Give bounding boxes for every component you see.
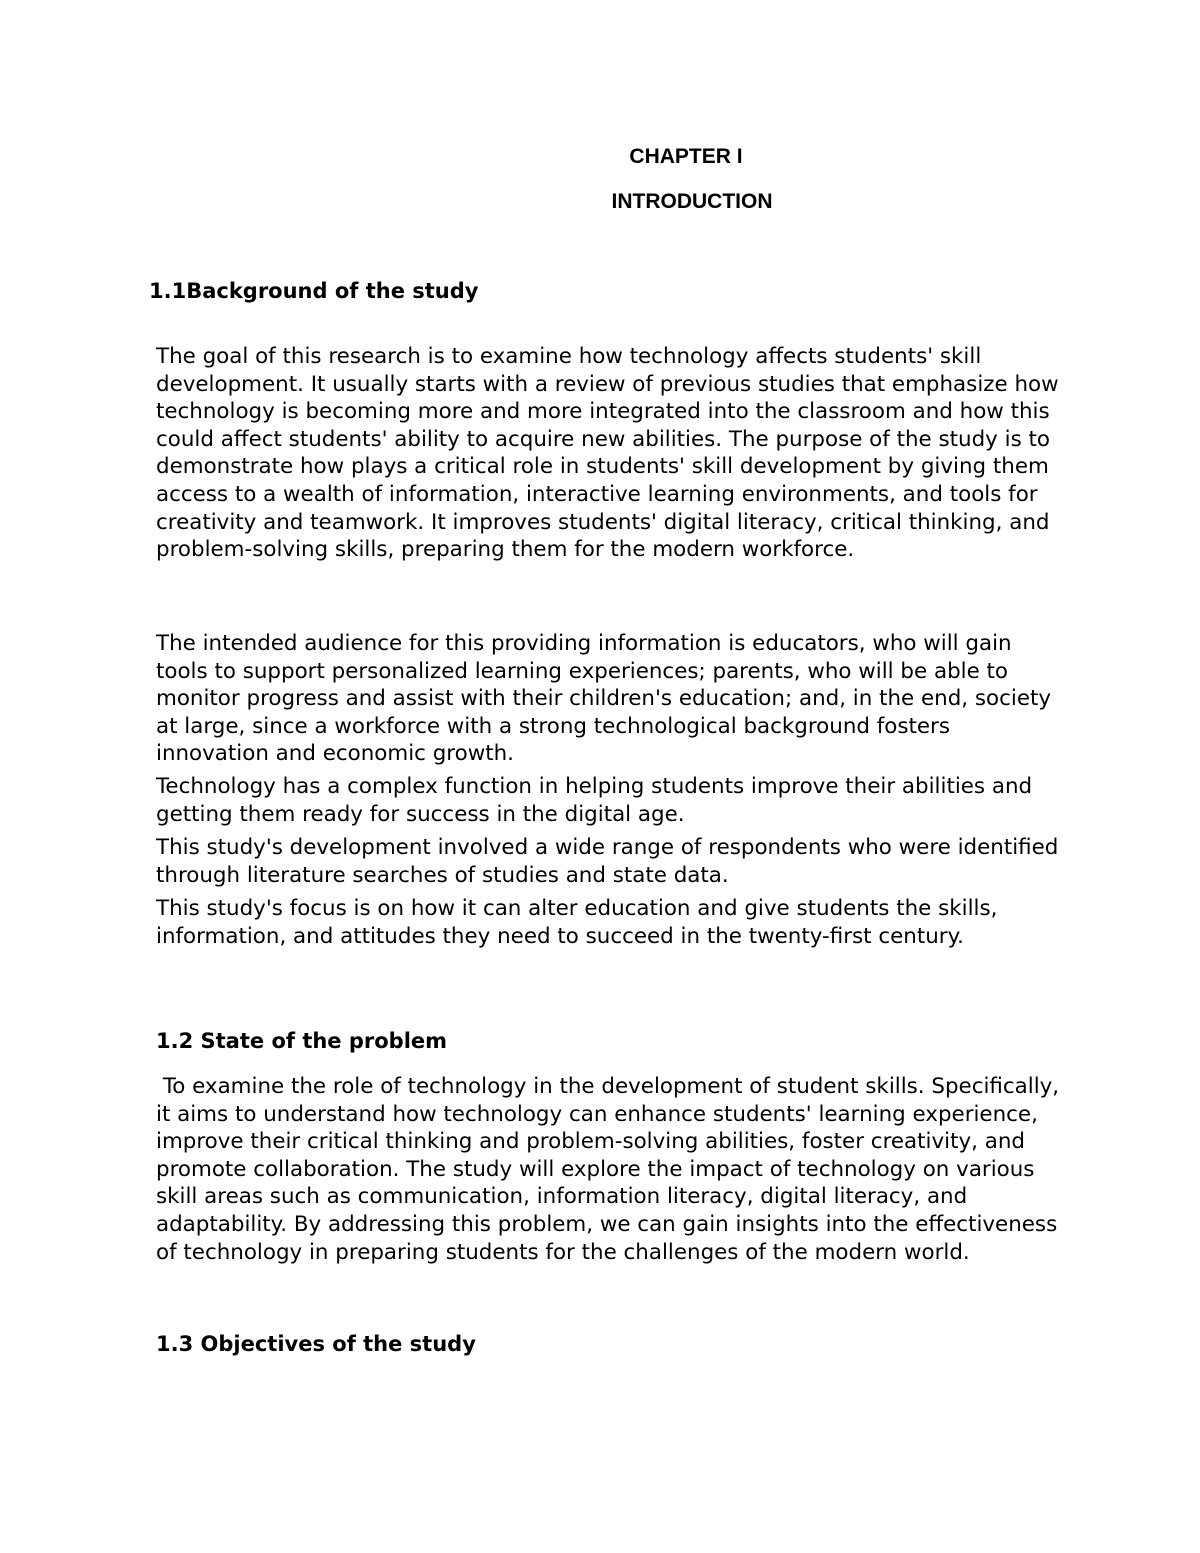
paragraph-problem: To examine the role of technology in the development of student skills. Specifically, it aims to understand how technology can enhance students' learning experience, improve their critical thinking and problem-solving abilities, foster creativity, and promote collaboration. The study will explore the impact of technology on various skill areas such as communication, information literacy, digital literacy, and adaptability. By addressing this problem, we can gain insights into the effectiveness of technology in preparing students for the challenges of the modern world.	[156, 1074, 1066, 1265]
paragraph-audience: The intended audience for this providing information is educators, who will gain tools to support personalized learning experiences; parents, who will be able to monitor progress and assist with their children's education; and, in the end, society at large, since a workforce with a strong technological background fosters innovation and economic growth.	[156, 631, 1052, 767]
section-heading-objectives: 1.3 Objectives of the study	[156, 1332, 476, 1356]
chapter-title: CHAPTER I	[629, 145, 743, 168]
paragraph-focus: This study's focus is on how it can alter education and give students the skills, information, and attitudes they need to succeed in the twenty-first century.	[156, 896, 998, 949]
introduction-title: INTRODUCTION	[611, 190, 773, 213]
paragraph-technology-function: Technology has a complex function in helping students improve their abilities and getting them ready for success in the digital age.	[156, 774, 1033, 827]
paragraph-respondents: This study's development involved a wide range of respondents who were identified through literature searches of studies and state data.	[156, 835, 1059, 888]
paragraph-goal: The goal of this research is to examine how technology affects students' skill development. It usually starts with a review of previous studies that emphasize how technology is becoming more and more integrated into the classroom and how this could affect students' ability to acquire new abilities. The purpose of the study is to demonstrate how plays a critical role in students' skill development by giving them access to a wealth of information, interactive learning environments, and tools for creativity and teamwork. It improves students' digital literacy, critical thinking, and problem-solving skills, preparing them for the modern workforce.	[156, 344, 1059, 563]
section-heading-background: 1.1Background of the study	[149, 279, 479, 303]
section-heading-problem: 1.2 State of the problem	[156, 1029, 448, 1053]
